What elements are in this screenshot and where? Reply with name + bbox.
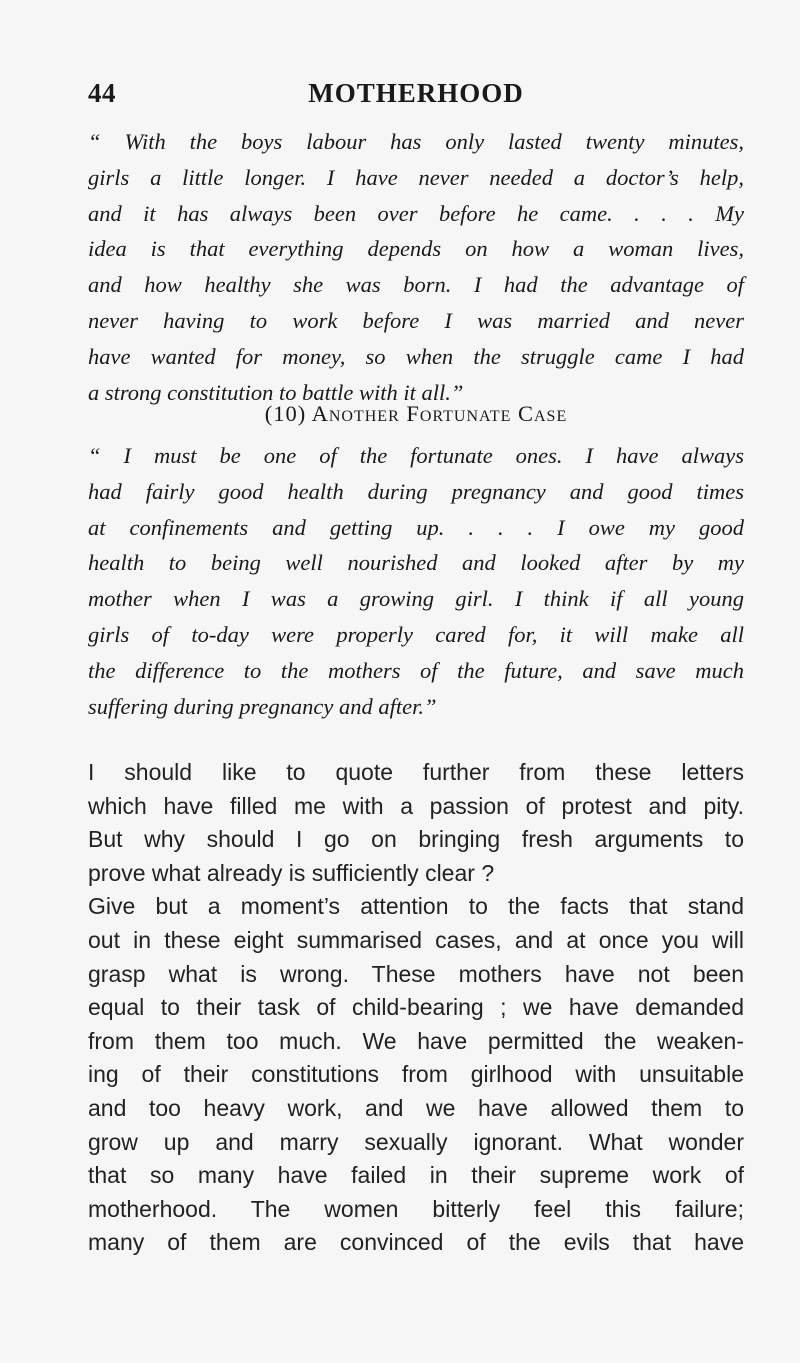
prose-line: equal to their task of child-bearing ; we have demanded [88, 994, 744, 1021]
prose-line: prove what already is sufficiently clear ? [88, 859, 495, 886]
quote-line: suffering during pregnancy and after.” [88, 693, 437, 719]
quote-line: the difference to the mothers of the future, and save much [88, 657, 744, 683]
prose-line: But why should I go on bringing fresh arguments to [88, 826, 744, 853]
section-title-text: (10) Another Fortunate Case [264, 401, 568, 426]
quote-block-1 [88, 124, 744, 410]
prose-line: Give but a moment’s attention to the facts that stand [88, 893, 744, 920]
page-header [88, 78, 744, 118]
prose-line: from them too much. We have permitted the weaken- [88, 1027, 744, 1054]
section-heading [88, 396, 744, 432]
quote-line: “ I must be one of the fortunate ones. I have always [88, 443, 744, 468]
quote-line: health to being well nourished and looked after by my [88, 550, 744, 576]
prose-line: motherhood. The women bitterly feel this failure; [88, 1195, 744, 1222]
quote-line: have wanted for money, so when the struggle came I had [88, 343, 744, 369]
prose-line: grasp what is wrong. These mothers have not been [88, 960, 744, 987]
prose-line: out in these eight summarised cases, and at once you will [88, 926, 744, 953]
prose-line: that so many have failed in their supreme work of [88, 1162, 744, 1189]
prose-line: ing of their constitutions from girlhood with unsuitable [88, 1061, 744, 1088]
quote-line: a strong constitution to battle with it all.” [88, 379, 464, 405]
prose-line: and too heavy work, and we have allowed them to [88, 1094, 744, 1121]
quote-line: and how healthy she was born. I had the advantage of [88, 272, 744, 298]
prose-line: which have filled me with a passion of protest and pity. [88, 792, 744, 819]
quote-line: idea is that everything depends on how a woman lives, [88, 236, 744, 262]
quote-line: girls of to-day were properly cared for, it will make all [88, 621, 744, 647]
quote-block-2 [88, 438, 744, 724]
running-head: MOTHERHOOD [308, 78, 524, 108]
quote-line: and it has always been over before he came. . . . My [88, 200, 744, 226]
prose-line: many of them are convinced of the evils that have [88, 1229, 744, 1256]
quote-line: “ With the boys labour has only lasted twenty minutes, [88, 129, 744, 154]
quote-line: at confinements and getting up. . . . I owe my good [88, 514, 744, 540]
quote-line: mother when I was a growing girl. I think if all young [88, 586, 744, 612]
page-number: 44 [88, 78, 116, 108]
prose-paragraph [88, 756, 744, 1260]
prose-line: grow up and marry sexually ignorant. What wonder [88, 1128, 744, 1155]
quote-line: girls a little longer. I have never needed a doctor’s help, [88, 164, 744, 190]
prose-line: I should like to quote further from these letters [88, 759, 744, 785]
quote-line: had fairly good health during pregnancy and good times [88, 478, 744, 504]
quote-line: never having to work before I was married and never [88, 307, 744, 333]
